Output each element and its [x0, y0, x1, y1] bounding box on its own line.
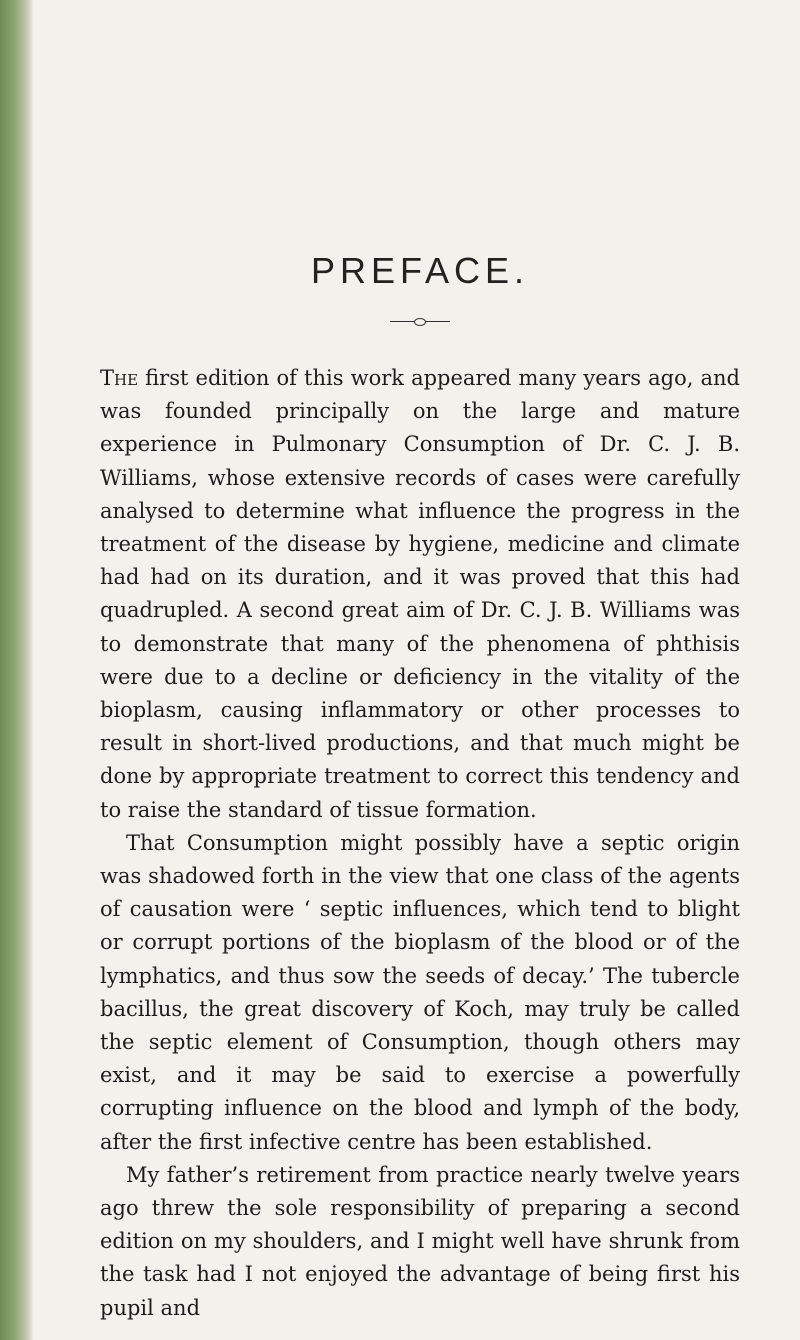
ornament-divider [390, 318, 450, 326]
paragraph-1 [100, 362, 740, 827]
binding-edge [0, 0, 34, 1340]
paragraph-3: My father’s retirement from practice nearly twelve years ago threw the sole responsibility of preparing a second edition on my shoulders, and I might well have shrunk from the task had I not enjoyed the advantage of being first his pupil and [100, 1162, 740, 1320]
page-content [100, 250, 740, 1325]
paragraph-lead-word: The [100, 366, 139, 390]
page-title: PREFACE. [310, 250, 530, 291]
paragraph-1-text: first edition of this work appeared many years ago, and was founded principally on the large and mature experience in Pulmonary Consumption of Dr. C. J. B. Williams, whose extensive records of cases were carefully analysed to determine what influence the progress in the treatment of the disease by hygiene, medicine and climate had had on its duration, and it was proved that this had quadrupled. A second great aim of Dr. C. J. B. Williams was to demonstrate that many of the phenomena of phthisis were due to a decline or deficiency in the vitality of the bioplasm, causing inflammatory or other processes to result in short-lived productions, and that much might be done by appropriate treatment to correct this tendency and to raise the standard of tissue formation. [100, 366, 740, 822]
paragraph-2: That Consumption might possibly have a septic origin was shadowed forth in the view that one class of the agents of causation were ‘ septic influences, which tend to blight or corrupt portions of the bioplasm of the blood or of the lymphatics, and thus sow the seeds of decay.’ The tubercle bacillus, the great discovery of Koch, may truly be called the septic element of Consumption, though others may exist, and it may be said to exercise a powerfully corrupting influence on the blood and lymph of the body, after the first infective centre has been established. [100, 830, 740, 1154]
